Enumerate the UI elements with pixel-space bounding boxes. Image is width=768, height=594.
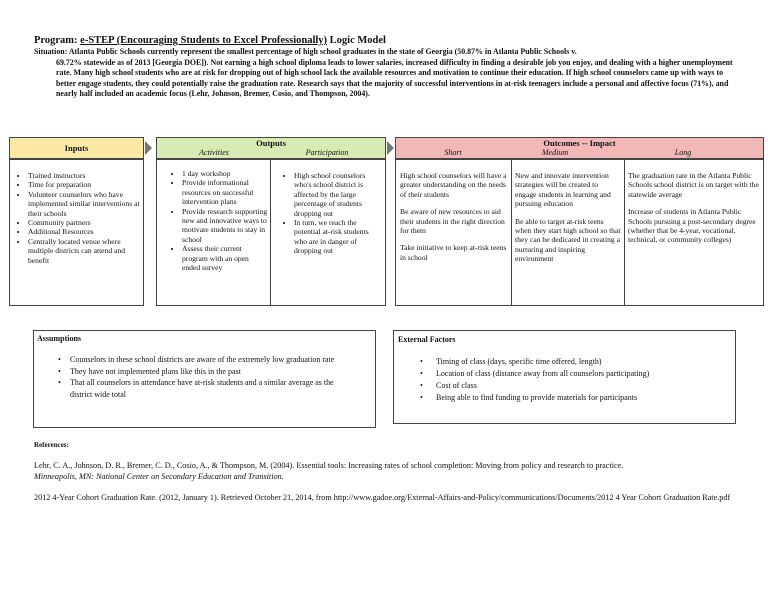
list-item: • Provide informational resources on successful intervention plans	[182, 178, 268, 206]
situation-rest: 69.72% statewide as of 2013 [Georgia DOE]). Not earning a high school diploma leads to lower salaries, increased difficulty in finding a desirable job you enjoy, and dealing with a higher unemployment rate. Many high school students who are at risk for dropping out of high school lack the available resources and motivation to continue their education. If high school counselors came up with ways to better engage students, they could potentially raise the graduation rate. Research says that the majority of successful interventions in at-risk teenagers include a personal and affective focus (71%), and nearly half included an academic focus (Lehr, Johnson, Bremer, Cosio, and Thompson, 2004).	[56, 57, 733, 99]
outcomes-divider-1	[511, 159, 512, 306]
title-prefix: Program:	[34, 35, 81, 46]
references-header: References:	[34, 441, 69, 449]
situation-paragraph	[34, 47, 742, 100]
list-item: • Cost of class	[394, 380, 732, 392]
list-item: • High school counselors who's school district is affected by the large percentage of students dropping out	[294, 171, 382, 218]
participation-column	[274, 171, 382, 256]
outcomes-header-label: Outcomes -- Impact	[543, 138, 616, 148]
list-item: • Time for preparation	[28, 180, 143, 189]
reference-1-line1: Lehr, C. A., Johnson, D. R., Bremer, C. D., Cosio, A., & Thompson, M. (2004). Essential tools: Increasing rates of school completion: Moving from policy and research to practice.	[34, 461, 624, 470]
inputs-body	[9, 159, 144, 306]
list-item: • Location of class (distance away from all counselors participating)	[394, 368, 732, 380]
list-item: • Community partners	[28, 218, 143, 227]
inputs-header-label: Inputs	[64, 143, 89, 153]
external-factors-box	[393, 330, 736, 424]
title-suffix: Logic Model	[327, 35, 386, 46]
reference-1-line2: Minneapolis, MN: National Center on Secondary Education and Transition.	[34, 472, 284, 481]
inputs-header	[9, 137, 144, 159]
long-item: The graduation rate in the Atlanta Public Schools school district is on target with the statewide average	[628, 171, 759, 199]
medium-label: Medium	[541, 148, 569, 157]
program-name: e-STEP (Encouraging Students to Excel Professionally)	[80, 35, 328, 46]
external-factors-list	[394, 356, 732, 404]
assumptions-box	[33, 330, 376, 428]
assumptions-list	[34, 354, 354, 400]
participation-label: Participation	[305, 148, 349, 157]
reference-1	[34, 460, 754, 482]
medium-item: Be able to target at-risk teens when they start high school so that they can be dedicated in creating a nurturing and inspiring environment	[515, 216, 621, 264]
list-item: • Assess their current program with an open ended survey	[182, 244, 268, 272]
medium-column	[515, 171, 621, 272]
list-item: • Trained instructors	[28, 171, 143, 180]
activities-list	[160, 169, 268, 272]
short-item: High school counselors will have a greater understanding on the needs of their students	[400, 171, 507, 199]
list-item: • That all counselors in attendance have at-risk students and a similar average as the district wide total	[34, 377, 354, 400]
list-item: • 1 day workshop	[182, 169, 268, 178]
medium-item: New and innovate intervention strategies will be created to engage students in learning and pursuing education	[515, 171, 611, 209]
document-title	[34, 35, 386, 46]
inputs-list	[10, 171, 143, 265]
list-item: • Additional Resources	[28, 227, 143, 236]
list-item: • Being able to find funding to provide materials for participants	[394, 392, 732, 404]
short-item: Be aware of new resources to aid their students in the right direction for them	[400, 207, 505, 236]
long-label: Long	[674, 148, 692, 157]
activities-column	[160, 169, 268, 272]
list-item: • Volunteer counselors who have implemented similar interventions at their schools	[28, 190, 143, 218]
short-label: Short	[444, 148, 462, 157]
list-item: • Provide research supporting new and innovative ways to motivate students to stay in school	[182, 207, 268, 245]
short-item: Take initiative to keep at-risk teens in school	[400, 243, 507, 262]
list-item: • Timing of class (days, specific time offered, length)	[394, 356, 732, 368]
assumptions-header: Assumptions	[37, 334, 82, 343]
situation-line1: Situation: Atlanta Public Schools currently represent the smallest percentage of high school graduates in the state of Georgia (50.87% in Atlanta Public Schools v.	[34, 47, 577, 56]
outputs-divider	[270, 159, 271, 306]
external-factors-header: External Factors	[398, 335, 456, 344]
list-item: • Centrally located venue where multiple districts can attend and benefit	[28, 237, 143, 265]
participation-list	[274, 171, 382, 256]
list-item: • In turn, we reach the potential at-risk students who are in danger of dropping out	[294, 218, 382, 256]
outputs-header-label: Outputs	[256, 138, 286, 148]
inputs-arrow-icon	[145, 141, 152, 155]
activities-label: Activities	[199, 148, 229, 157]
long-item: Increase of students in Atlanta Public Schools pursuing a post-secondary degree (whether that be 4-year, vocational, technical, or community colleges)	[628, 207, 756, 245]
long-column	[628, 171, 760, 253]
reference-2: 2012 4-Year Cohort Graduation Rate. (2012, January 1). Retrieved October 21, 2014, from http://www.gadoe.org/External-Affairs-and-Policy/communications/Documents/2012 4 Year Cohort Graduation Rate.pdf	[34, 493, 731, 502]
list-item: • Counselors in these school districts are aware of the extremely low graduation rate	[34, 354, 354, 366]
short-column	[400, 171, 508, 270]
outputs-arrow-icon	[387, 141, 394, 155]
outcomes-divider-2	[624, 159, 625, 306]
list-item: • They have not implemented plans like this in the past	[34, 366, 354, 378]
